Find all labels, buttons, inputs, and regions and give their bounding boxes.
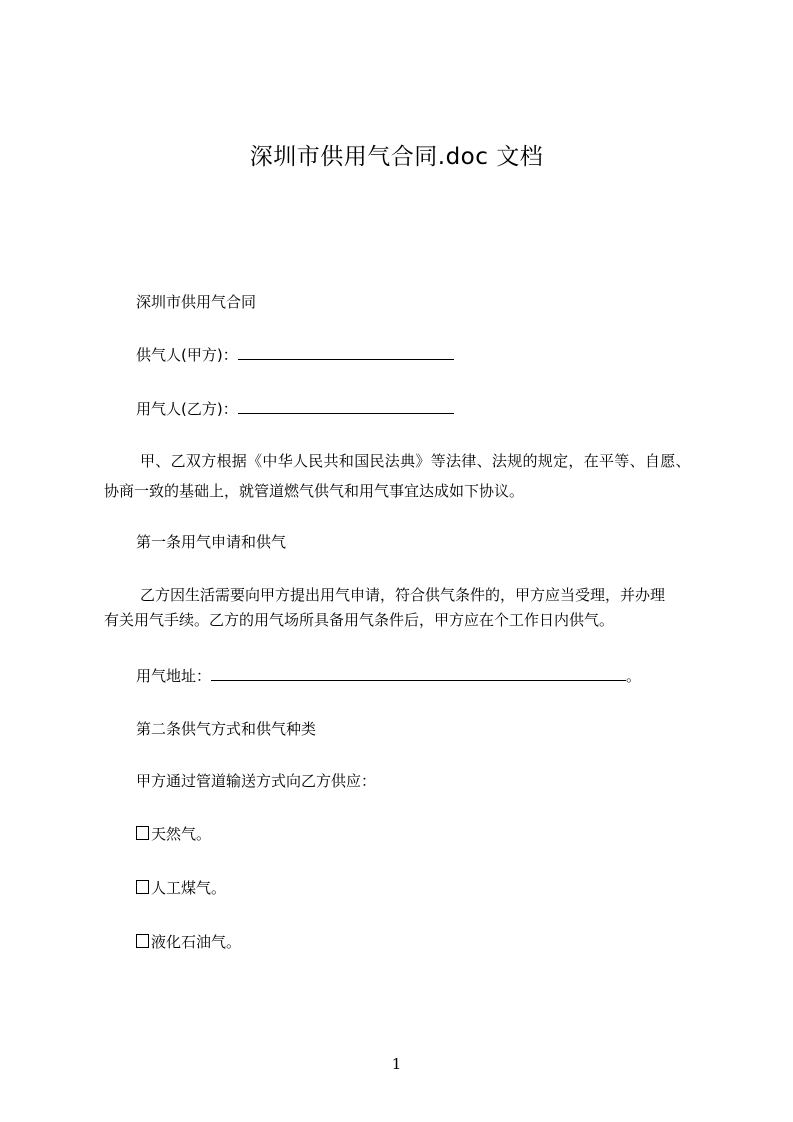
article-1-line-2: 有关用气手续。乙方的用气场所具备用气条件后，甲方应在个工作日内供气。	[104, 611, 615, 629]
address-blank	[211, 665, 626, 681]
supplier-label: 供气人(甲方)：	[136, 346, 238, 364]
article-1-heading: 第一条用气申请和供气	[136, 533, 287, 551]
option-lpg	[136, 932, 241, 952]
supply-method: 甲方通过管道输送方式向乙方供应：	[136, 772, 377, 790]
article-2-heading: 第二条供气方式和供气种类	[136, 720, 317, 738]
supplier-line	[136, 344, 454, 365]
checkbox-icon	[136, 826, 149, 840]
supplier-blank	[238, 344, 454, 360]
option-natural-gas	[136, 824, 211, 844]
option-label: 天然气。	[151, 825, 212, 843]
checkbox-icon	[136, 934, 149, 948]
intro-line-1: 甲、乙双方根据《中华人民共和国民法典》等法律、法规的规定，在平等、自愿、	[140, 452, 691, 470]
address-line	[136, 665, 641, 686]
option-label: 人工煤气。	[151, 879, 227, 897]
option-artificial-gas	[136, 878, 226, 898]
option-label: 液化石油气。	[151, 933, 242, 951]
address-end: 。	[626, 667, 642, 685]
intro-line-2: 协商一致的基础上，就管道燃气供气和用气事宜达成如下协议。	[104, 482, 525, 500]
user-line	[136, 398, 454, 419]
document-title: 深圳市供用气合同.doc 文档	[249, 144, 544, 170]
page-number: 1	[391, 1055, 402, 1073]
user-blank	[238, 398, 454, 414]
contract-name: 深圳市供用气合同	[136, 293, 257, 311]
article-1-line-1: 乙方因生活需要向甲方提出用气申请，符合供气条件的，甲方应当受理，并办理	[140, 586, 666, 604]
user-label: 用气人(乙方)：	[136, 400, 238, 418]
checkbox-icon	[136, 880, 149, 894]
address-label: 用气地址：	[136, 667, 212, 685]
